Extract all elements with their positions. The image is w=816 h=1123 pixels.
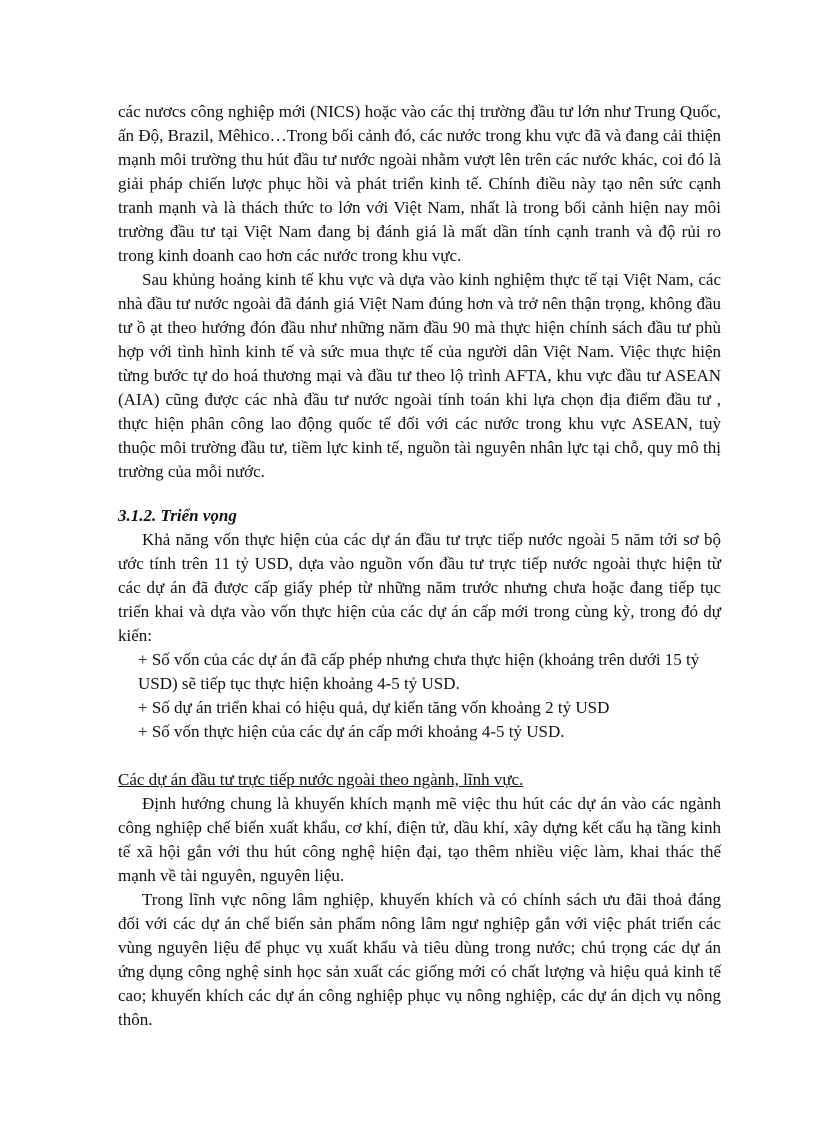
paragraph-general-orientation: Định hướng chung là khuyến khích mạnh mẽ việc thu hút các dự án vào các ngành công nghiệp chế biến xuất khẩu, cơ khí, điện tử, dầu khí, xây dựng kết cấu hạ tầng kinh tế xã hội gắn với thu hút công nghệ hiện đại, tạo thêm nhiều việc làm, khai thác thế mạnh về tài nguyên, nguyên liệu. <box>118 794 721 885</box>
paragraph-agriculture-forestry: Trong lĩnh vực nông lâm nghiệp, khuyến khích và có chính sách ưu đãi thoả đáng đối với các dự án chế biến sản phẩm nông lâm ngư nghiệp gắn với việc phát triển các vùng nguyên liệu để phục vụ xuất khẩu và tiêu dùng trong nước; chú trọng các dự án ứng dụng công nghệ sinh học sản xuất các giống mới có chất lượng và hiệu quả kinh tế cao; khuyến khích các dự án công nghiệp phục vụ nông nghiệp, các dự án dịch vụ nông thôn. <box>118 890 721 1029</box>
paragraph-capital-estimate: Khả năng vốn thực hiện của các dự án đầu tư trực tiếp nước ngoài 5 năm tới sơ bộ ước tính trên 11 tỷ USD, dựa vào nguồn vốn đầu tư trực tiếp nước ngoài thực hiện từ các dự án đã được cấp giấy phép từ những năm trước nhưng chưa hoặc đang tiếp tục triển khai và dựa vào vốn thực hiện của các dự án cấp mới trong cùng kỳ, trong đó dự kiến: <box>118 530 721 645</box>
document-body <box>118 100 721 1032</box>
bullet-new-projects: + Số vốn thực hiện của các dự án cấp mới khoảng 4-5 tỷ USD. <box>138 722 565 741</box>
section-heading-prospects: 3.1.2. Triển vọng <box>118 506 237 525</box>
paragraph-after-crisis: Sau khủng hoảng kinh tế khu vực và dựa vào kinh nghiệm thực tế tại Việt Nam, các nhà đầu tư nước ngoài đã đánh giá Việt Nam đúng hơn và trở nên thận trọng, không đầu tư ồ ạt theo hướng đón đầu như những năm đầu 90 mà thực hiện chính sách đầu tư phù hợp với tình hình kinh tế và sức mua thực tế của người dân Việt Nam. Việc thực hiện từng bước tự do hoá thương mại và đầu tư theo lộ trình AFTA, khu vực đầu tư ASEAN (AIA) cũng được các nhà đầu tư nước ngoài tính toán khi lựa chọn địa điểm đầu tư , thực hiện phân công lao động quốc tế đối với các nước trong khu vực ASEAN, tuỳ thuộc môi trường đầu tư, tiềm lực kinh tế, nguồn tài nguyên nhân lực tại chỗ, quy mô thị trường của mỗi nước. <box>118 270 721 481</box>
bullet-licensed-capital: + Số vốn của các dự án đã cấp phép nhưng chưa thực hiện (khoảng trên dưới 15 tỷ USD) sẽ tiếp tục thực hiện khoảng 4-5 tỷ USD. <box>138 650 700 693</box>
bullet-capital-increase: + Số dự án triển khai có hiệu quả, dự kiến tăng vốn khoảng 2 tỷ USD <box>138 698 610 717</box>
paragraph-intro-continuation: các nươcs công nghiệp mới (NICS) hoặc vào các thị trường đầu tư lớn như Trung Quốc, ấn Độ, Brazil, Mêhico…Trong bối cảnh đó, các nước trong khu vực đã và đang cải thiện mạnh môi trường thu hút đầu tư nước ngoài nhằm vượt lên trên các nước khác, coi đó là giải pháp chiến lược phục hồi và phát triển kinh tế. Chính điều này tạo nên sức cạnh tranh mạnh và là thách thức to lớn với Việt Nam, nhất là trong bối cảnh hiện nay môi trường đầu tư tại Việt Nam đang bị đánh giá là mất dần tính cạnh tranh và độ rủi ro trong kinh doanh cao hơn các nước trong khu vực. <box>118 102 721 265</box>
subtitle-fdi-by-sector: Các dự án đầu tư trực tiếp nước ngoài theo ngành, lĩnh vực. <box>118 770 524 789</box>
